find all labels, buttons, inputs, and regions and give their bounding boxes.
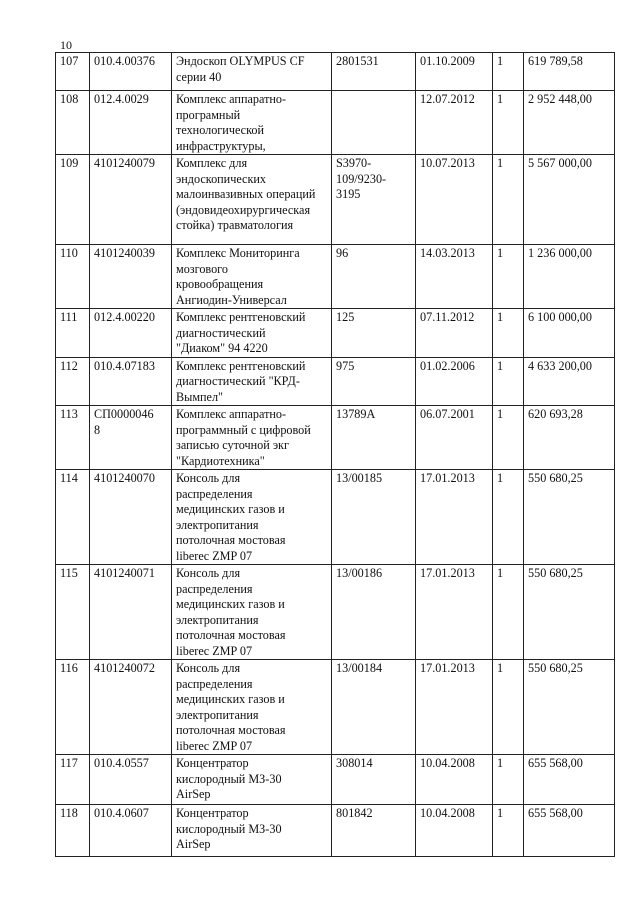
cell-item-name-line: програмный [176, 107, 241, 122]
cell-serial-number [332, 755, 416, 805]
cell-item-name-line: (эндовидеохирургическая [176, 202, 311, 217]
table-row [56, 53, 615, 91]
table-row [56, 470, 615, 565]
cell-cost: 6 100 000,00 [524, 309, 615, 358]
cell-quantity: 1 [493, 309, 524, 358]
cell-row-number: 108 [56, 91, 90, 155]
cell-row-number: 113 [56, 406, 90, 470]
cell-item-name-line: инфраструктуры, [176, 138, 266, 153]
cell-inventory-code [90, 755, 172, 805]
cell-cost: 1 236 000,00 [524, 245, 615, 309]
table-row [56, 357, 615, 406]
cell-quantity: 1 [493, 91, 524, 155]
cell-item-name-line: программный с цифровой [176, 422, 311, 437]
cell-inventory-code [90, 309, 172, 358]
cell-inventory-code-line: 4101240072 [94, 661, 155, 675]
cell-item-name-line: Эндоскоп OLYMPUS CF [176, 54, 305, 68]
cell-serial-number-line: 13/00185 [336, 471, 383, 485]
cell-inventory-code [90, 91, 172, 155]
cell-item-name [172, 357, 332, 406]
cell-row-number: 107 [56, 53, 90, 91]
cell-item-name-line: распределения [176, 486, 253, 501]
cell-item-name-line: медицинских газов и [176, 692, 285, 706]
cell-item-name-line: AirSep [176, 787, 211, 801]
inventory-table [55, 52, 615, 857]
cell-item-name-line: кислородный МЗ-30 [176, 771, 282, 786]
cell-inventory-code-line: СП0000046 [94, 407, 154, 421]
table-row [56, 245, 615, 309]
cell-row-number: 114 [56, 470, 90, 565]
cell-inventory-code [90, 245, 172, 309]
cell-row-number: 109 [56, 155, 90, 245]
cell-item-name-line: медицинских газов и [176, 597, 285, 611]
cell-inventory-code [90, 53, 172, 91]
cell-item-name [172, 406, 332, 470]
cell-item-name-line: Консоль для [176, 471, 241, 485]
cell-item-name-line: Комплекс Мониторинга [176, 246, 300, 260]
cell-item-name-line: Комплекс рентгеновский [176, 358, 306, 373]
cell-item-name-line: Консоль для [176, 566, 241, 580]
cell-item-name-line: liberec ZMP 07 [176, 738, 253, 753]
cell-item-name-line: Вымпел" [176, 389, 224, 404]
table-row [56, 155, 615, 245]
cell-item-name-line: технологической [176, 123, 264, 137]
cell-quantity: 1 [493, 805, 524, 857]
cell-item-name-line: Концентратор [176, 806, 249, 820]
cell-cost: 655 568,00 [524, 805, 615, 857]
cell-serial-number [332, 53, 416, 91]
cell-inventory-code-line: 010.4.00376 [94, 54, 155, 68]
cell-item-name [172, 155, 332, 245]
cell-date: 17.01.2013 [416, 565, 493, 660]
cell-date: 17.01.2013 [416, 470, 493, 565]
cell-inventory-code-line: 4101240079 [94, 156, 155, 170]
table-row [56, 805, 615, 857]
cell-date: 17.01.2013 [416, 660, 493, 755]
cell-item-name-line: Концентратор [176, 756, 249, 770]
table-row [56, 91, 615, 155]
cell-inventory-code [90, 155, 172, 245]
cell-inventory-code [90, 470, 172, 565]
cell-item-name-line: распределения [176, 581, 253, 596]
cell-cost: 655 568,00 [524, 755, 615, 805]
cell-item-name-line: распределения [176, 676, 253, 691]
cell-date: 14.03.2013 [416, 245, 493, 309]
cell-date: 12.07.2012 [416, 91, 493, 155]
cell-date: 01.02.2006 [416, 357, 493, 406]
cell-serial-number-line: S3970- [336, 156, 372, 170]
cell-item-name-line: потолочная мостовая [176, 723, 286, 737]
cell-item-name-line: электропитания [176, 517, 259, 532]
cell-item-name [172, 53, 332, 91]
cell-quantity: 1 [493, 406, 524, 470]
cell-row-number: 117 [56, 755, 90, 805]
cell-inventory-code [90, 805, 172, 857]
cell-serial-number [332, 406, 416, 470]
cell-item-name-line: медицинских газов и [176, 502, 285, 516]
cell-quantity: 1 [493, 755, 524, 805]
cell-cost: 550 680,25 [524, 470, 615, 565]
cell-item-name-line: электропитания [176, 707, 259, 722]
cell-serial-number [332, 245, 416, 309]
cell-item-name-line: потолочная мостовая [176, 533, 286, 547]
cell-item-name-line: "Диаком" 94 4220 [176, 341, 268, 355]
cell-cost: 550 680,25 [524, 565, 615, 660]
cell-item-name-line: диагностический [176, 325, 266, 340]
table-row [56, 755, 615, 805]
cell-row-number: 112 [56, 357, 90, 406]
cell-serial-number [332, 91, 416, 155]
cell-row-number: 110 [56, 245, 90, 309]
cell-item-name-line: малоинвазивных операций [176, 187, 316, 201]
cell-item-name [172, 309, 332, 358]
cell-inventory-code-line: 4101240071 [94, 566, 155, 580]
cell-serial-number-line: 801842 [336, 806, 373, 820]
cell-quantity: 1 [493, 357, 524, 406]
cell-item-name-line: потолочная мостовая [176, 628, 286, 642]
cell-serial-number-line: 109/9230- [336, 171, 387, 186]
cell-item-name-line: кислородный МЗ-30 [176, 821, 282, 836]
cell-quantity: 1 [493, 245, 524, 309]
cell-inventory-code-line: 8 [94, 422, 101, 437]
cell-item-name-line: Комплекс рентгеновский [176, 310, 306, 324]
table-row [56, 309, 615, 358]
cell-serial-number [332, 470, 416, 565]
cell-item-name-line: электропитания [176, 612, 259, 627]
cell-serial-number [332, 357, 416, 406]
cell-serial-number-line: 125 [336, 310, 355, 324]
table-row [56, 406, 615, 470]
cell-cost: 2 952 448,00 [524, 91, 615, 155]
inventory-table-body [56, 53, 615, 857]
cell-serial-number-line: 975 [336, 358, 355, 373]
cell-item-name-line: Ангиодин-Универсал [176, 292, 287, 307]
cell-item-name [172, 470, 332, 565]
cell-inventory-code-line: 010.4.0557 [94, 756, 149, 770]
cell-quantity: 1 [493, 565, 524, 660]
cell-date: 07.11.2012 [416, 309, 493, 358]
cell-item-name-line: "Кардиотехника" [176, 453, 265, 468]
cell-inventory-code-line: 4101240039 [94, 246, 155, 260]
cell-quantity: 1 [493, 660, 524, 755]
cell-cost: 619 789,58 [524, 53, 615, 91]
cell-item-name [172, 91, 332, 155]
cell-item-name-line: Комплекс аппаратно- [176, 407, 287, 421]
cell-quantity: 1 [493, 470, 524, 565]
cell-quantity: 1 [493, 155, 524, 245]
cell-serial-number [332, 565, 416, 660]
cell-item-name-line: кровообращения [176, 277, 264, 291]
cell-item-name-line: стойка) травматология [176, 218, 294, 232]
cell-serial-number-line: 308014 [336, 756, 373, 770]
cell-item-name-line: Комплекс для [176, 156, 248, 170]
cell-row-number: 115 [56, 565, 90, 660]
cell-inventory-code-line: 010.4.07183 [94, 358, 155, 373]
cell-serial-number-line: 13789А [336, 407, 376, 421]
cell-serial-number-line: 3195 [336, 187, 361, 201]
cell-item-name-line: записью суточной экг [176, 438, 289, 452]
cell-date: 10.04.2008 [416, 755, 493, 805]
cell-item-name-line: Консоль для [176, 661, 241, 675]
cell-item-name-line: liberec ZMP 07 [176, 643, 253, 658]
cell-item-name [172, 660, 332, 755]
cell-inventory-code-line: 010.4.0607 [94, 806, 149, 820]
cell-serial-number [332, 660, 416, 755]
cell-row-number: 118 [56, 805, 90, 857]
cell-serial-number-line: 13/00184 [336, 661, 383, 675]
cell-inventory-code [90, 406, 172, 470]
cell-cost: 4 633 200,00 [524, 357, 615, 406]
cell-date: 10.04.2008 [416, 805, 493, 857]
table-row [56, 565, 615, 660]
cell-item-name-line: Комплекс аппаратно- [176, 92, 287, 106]
cell-inventory-code-line: 012.4.00220 [94, 310, 155, 324]
cell-item-name-line: AirSep [176, 837, 211, 851]
cell-item-name-line: liberec ZMP 07 [176, 548, 253, 563]
table-row [56, 660, 615, 755]
cell-item-name [172, 245, 332, 309]
cell-quantity: 1 [493, 53, 524, 91]
cell-serial-number [332, 309, 416, 358]
cell-item-name-line: мозгового [176, 261, 228, 276]
cell-inventory-code [90, 660, 172, 755]
cell-item-name-line: серии 40 [176, 69, 222, 84]
cell-item-name-line: диагностический "КРД- [176, 374, 300, 388]
cell-inventory-code-line: 012.4.0029 [94, 92, 149, 106]
cell-inventory-code [90, 357, 172, 406]
cell-date: 01.10.2009 [416, 53, 493, 91]
cell-item-name [172, 805, 332, 857]
cell-date: 10.07.2013 [416, 155, 493, 245]
cell-inventory-code-line: 4101240070 [94, 471, 155, 485]
cell-item-name-line: эндоскопических [176, 171, 266, 186]
cell-serial-number-line: 2801531 [336, 54, 379, 68]
cell-serial-number [332, 155, 416, 245]
cell-item-name [172, 755, 332, 805]
cell-cost: 5 567 000,00 [524, 155, 615, 245]
cell-cost: 620 693,28 [524, 406, 615, 470]
cell-date: 06.07.2001 [416, 406, 493, 470]
cell-item-name [172, 565, 332, 660]
cell-row-number: 116 [56, 660, 90, 755]
cell-serial-number-line: 96 [336, 246, 349, 260]
page-number: 10 [60, 38, 72, 52]
cell-inventory-code [90, 565, 172, 660]
cell-cost: 550 680,25 [524, 660, 615, 755]
cell-row-number: 111 [56, 309, 90, 358]
cell-serial-number-line: 13/00186 [336, 566, 383, 580]
cell-serial-number [332, 805, 416, 857]
